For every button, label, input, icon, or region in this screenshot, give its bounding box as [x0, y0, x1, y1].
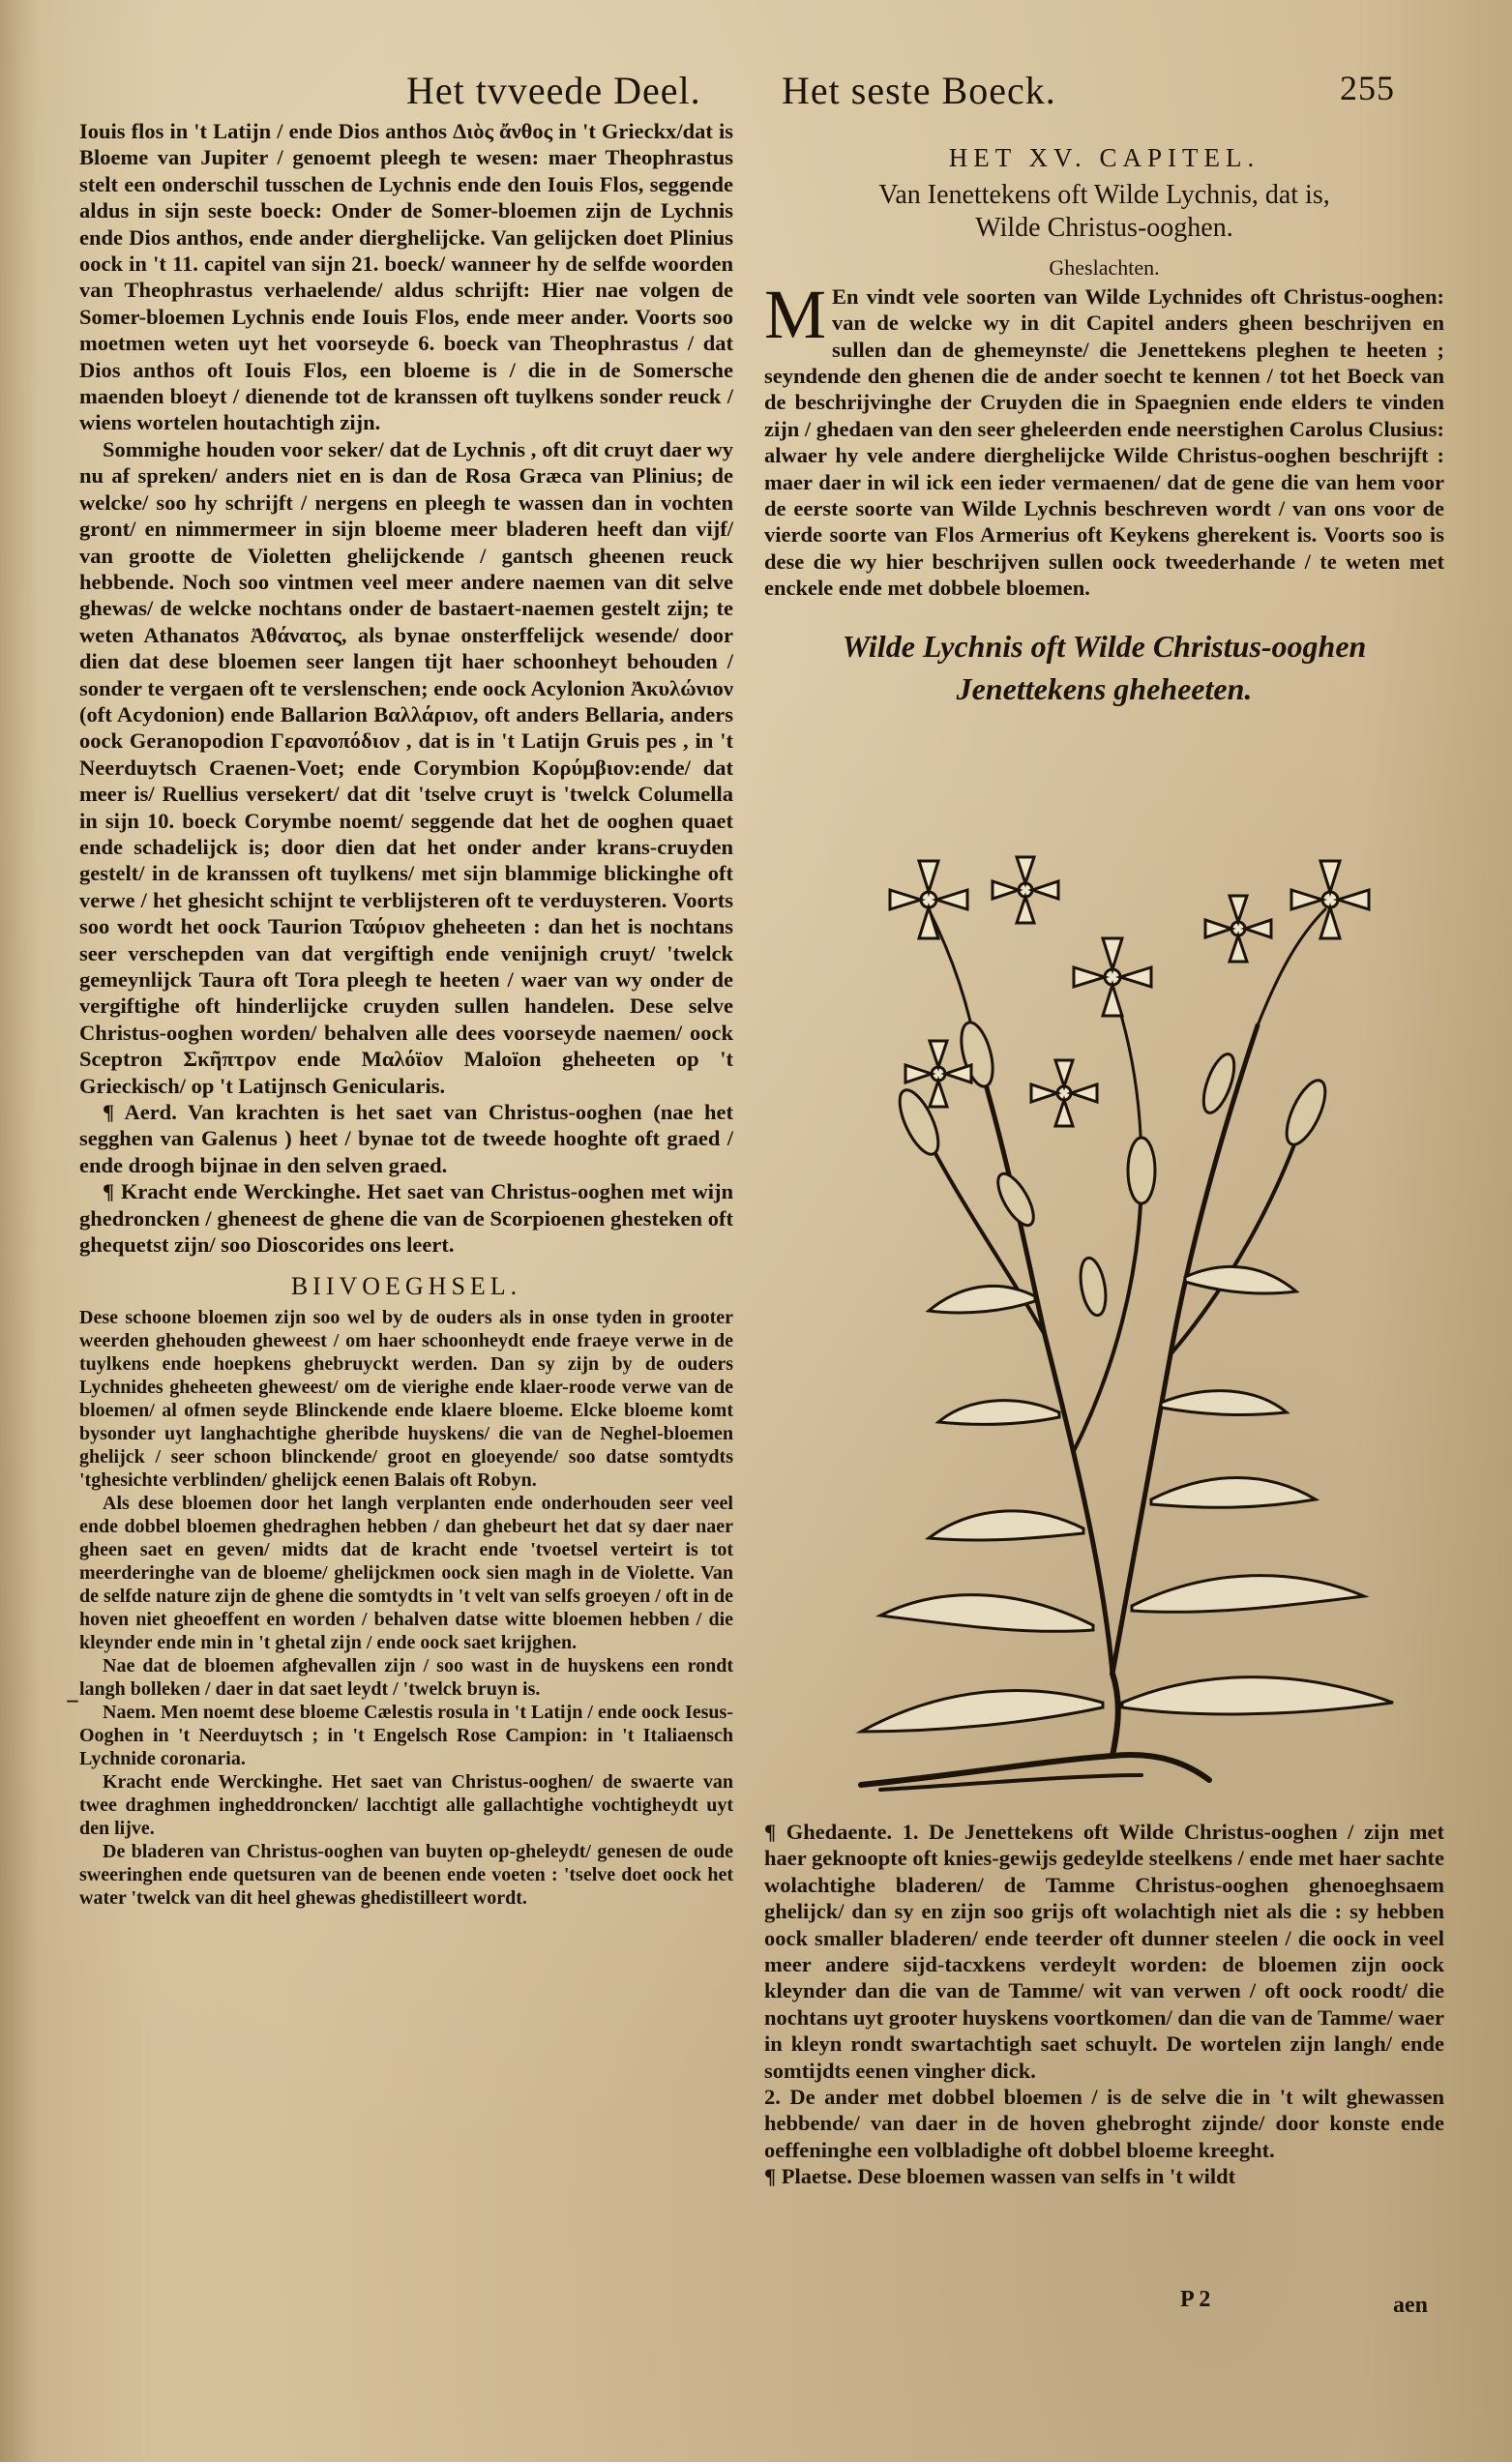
running-head-left: Het tvveede Deel. — [406, 69, 701, 112]
running-head-right: Het seste Boeck. — [782, 69, 1056, 112]
chapter-subtitle-line: Van Ienettekens oft Wilde Lychnis, dat is, — [878, 180, 1330, 211]
right-column — [764, 118, 1444, 710]
paragraph: Nae dat de bloemen afghevallen zijn / soo wast in de huyskens een rondt langh bolleken / daer in dat saet leydt / 'twelck bruyn is. — [79, 1654, 733, 1700]
chapter-subtitle-line: Wilde Christus-ooghen. — [975, 213, 1233, 244]
figure-caption-line: Jenettekens gheheeten. — [956, 670, 1253, 706]
paragraph: ¶ Kracht ende Werckinghe. Het saet van Christus-ooghen met wijn ghedroncken / gheneest de ghene die van de Scorpioenen ghesteken oft ghequetst zijn/ soo Dioscorides ons leert. — [79, 1179, 733, 1258]
paragraph: 2. De ander met dobbel bloemen / is de selve die in 't wilt ghewassen hebbende/ van daer in de hoven ghebroght zijnde/ door konste ende oeffeninghe een volbladighe oft dobbel bloeme kreeght. — [764, 2085, 1444, 2162]
paragraph: De bladeren van Christus-ooghen van buyten op-gheleydt/ genesen de oude sweeringhen ende quetsuren van de beenen ende voeten : 'tselve doet oock het water 'twelck van dit heel ghewas ghedistilleert wordt. — [79, 1840, 733, 1909]
section-label: Gheslachten. — [1049, 255, 1160, 281]
catchword: aen — [1393, 2293, 1428, 2318]
figure-caption-line: Wilde Lychnis oft Wilde Christus-ooghen — [842, 628, 1367, 664]
drop-cap: M — [764, 275, 827, 353]
paragraph: Dese schoone bloemen zijn soo wel by de ouders als in onse tyden in grooter weerden ghehouden gheweest / om haer schoonheydt ende fraeye verwe in de tuylkens ende hoepkens ghebruyckt werden. Dan sy zijn by de ouders Lychnides gheheeten gheweest/ om de vierighe ende klaer-roode verwe van de bloemen/ al ofmen seyde Blinckende ende klaere bloeme. Elcke bloeme komt bysonder uyt langhachtighe gheribde huyskens/ die van de Neghel-bloemen ghelijck / seer schoon blinckende/ groot en gloeyende/ soo datse somtydts 'tghesichte verblinden/ ghelijck eenen Balais oft Robyn. — [79, 1306, 733, 1491]
figure-caption — [764, 625, 1444, 710]
signature-mark: P 2 — [1180, 2287, 1211, 2312]
marginal-pointer-icon: – — [66, 1683, 79, 1715]
left-column — [79, 118, 733, 1910]
paragraph: ¶ Aerd. Van krachten is het saet van Christus-ooghen (nae het segghen van Galenus ) heet / bynae tot de tweede hooghte oft graed / ende droogh bijnae in den selven graed. — [79, 1100, 733, 1177]
paragraph: Iouis flos in 't Latijn / ende Dios anthos Διὸς ἄνθος in 't Grieckx/dat is Bloeme van Jupiter / genoemt pleegh te wesen: maer Theophrastus stelt een onderschil tusschen de Lychnis ende den Iouis Flos, seggende aldus in sijn seste boeck: Onder de Somer-bloemen zijn de Lychnis ende Dios anthos, ende ander dierghelijcke. Van gelijcken doet Plinius oock in 't 11. capitel van sijn 21. boeck/ wanneer hy de selfde woorden van Theophrastus verhaelende/ aldus schrijft: Hier nae volgen de Somer-bloemen Lychnis ende Iouis Flos, ende meer ander. Voorts soo moetmen weten uyt het voorseyde 6. boeck van Theophrastus / dat Dios anthos oft Iouis Flos, een bloeme is / die in de Somersche maenden bloeyt / dienende tot de kranssen oft tuylkens sonder reuck / wiens wortelen houtachtigh zijn. — [79, 119, 733, 435]
paragraph: En vindt vele soorten van Wilde Lychnides oft Christus-ooghen: van de welcke wy in dit Capitel anders gheen beschrijven en sullen dan de ghemeynste/ die Jenettekens pleghen te heeten ; seyndende den ghenen die de ander soecht te kennen / tot het Boeck van de beschrijvinghe der Cruyden die in Spaegnien ende elders te vinden zijn / ghedaen van den seer gheleerden ende neerstighen Carolus Clusius: alwaer hy vele andere dierghelijcke Wilde Christus-ooghen beschrijft : maer daer in wil ick een ieder vermaenen/ dat de gene die van hem voor de eerste soorte van Wilde Lychnis beschreven wordt / van ons voor de vierde soorte van Flos Armerius oft Keykens gherekent is. Voorts soo is dese die wy hier beschrijven sullen oock tweederhande / te weten met enckele ende met dobbele bloemen. — [764, 283, 1444, 601]
chapter-heading: HET XV. CAPITEL. — [948, 143, 1260, 172]
description-text — [764, 1819, 1444, 2190]
paragraph: Naem. Men noemt dese bloeme Cælestis rosula in 't Latijn / ende oock Iesus-Ooghen in 't Neerduytsch ; in 't Engelsch Rose Campion: in 't Italiaensch Lychnide coronaria. — [79, 1701, 733, 1769]
paragraph: Als dese bloemen door het langh verplanten ende onderhouden seer veel ende dobbel bloemen ghedraghen hebben / dan ghebeurt het dat sy daer naer gheen saet en geven/ midts dat de kracht ende 'tvoetsel verteirt is tot meerderinghe van de bloeme/ ghelijckmen oock sien magh in de Violette. Van de selfde nature zijn de ghene die somtydts in 't velt van selfs groeyen / oft in de hoven niet gheoeffent en worden / behalven datse witte bloemen hebben / die kleynder ende min in 't ghetal zijn / ende oock saet krijghen. — [79, 1492, 733, 1653]
paragraph: Kracht ende Werckinghe. Het saet van Christus-ooghen/ de swaerte van twee draghmen ingheddroncken/ lacchtigt alle gallachtighe vochtigheydt uyt den lijve. — [79, 1770, 733, 1839]
botanical-woodcut-icon — [822, 832, 1422, 1828]
page-number: 255 — [1340, 69, 1395, 107]
paragraph: ¶ Ghedaente. 1. De Jenettekens oft Wilde Christus-ooghen / zijn met haer geknoopte oft knies-gewijs gedeylde steelkens / ende met haer sachte wolachtighe bladeren/ de Tamme Christus-ooghen ghenoeghsaem ghelijck/ dan sy en zijn soo grijs oft wolachtigh niet als die : sy hebben oock smaller bladeren/ ende teerder oft dunner steelen / die oock in veel meer andere sijd-tacxkens verdeylt worden: de bloemen zijn oock kleynder dan die van de Tamme/ wit van verwen / oft oock roodt/ die nochtans uyt grooter huyskens voortkomen/ dan die van de Tamme/ waer in kleyn rondt swartachtigh saet schuylt. De wortelen zijn langh/ ende somtijdts eenen vingher dick. — [764, 1820, 1444, 2083]
paragraph: ¶ Plaetse. Dese bloemen wassen van selfs in 't wildt — [764, 2164, 1236, 2189]
chapter-subtitle — [764, 179, 1444, 245]
paragraph: Sommighe houden voor seker/ dat de Lychnis , oft dit cruyt daer wy nu af spreken/ anders niet en is dan de Rosa Græca van Plinius; de welcke/ soo hy schrijft / nergens en pleegh te wassen dan in vochten gront/ en nimmermeer in sijn bloeme meer bladeren heeft dan vijf/ van grootte de Violetten ghelijckende / gantsch gheenen reuck hebbende. Noch soo vintmen veel meer andere naemen van dit selve ghewas/ de welcke nochtans onder de bastaert-naemen gestelt zijn; te weten Athanatos Ἀθάνατος, als bynae onsterffelijck wesende/ door dien dat dese bloemen seer langen tijt haer schoonheyt behouden / sonder te vergaen oft te verslenschen; ende oock Acylonion Ἀκυλώνιον (oft Acydonion) ende Ballarion Βαλλάριον, oft anders Bellaria, anders oock Geranopodion Γερανοπόδιον , dat is in 't Latijn Gruis pes , in 't Neerduytsch Craenen-Voet; ende Corymbion Κορύμβιον:ende/ dat meer is/ Ruellius versekert/ dat dit 'tselve cruyt is 'twelck Columella in sijn 10. boeck Corymbe noemt/ seggende dat het de ooghen quaet ende schadelijck is; door dien dat het onder ander krans-cruyden gestelt/ in de kranssen oft tuylkens/ met sijn blammige blickinghe oft verwe / het ghesicht schijnt te verblijsteren oft te verduysteren. Voorts soo wordt het oock Taurion Ταύριον gheheeten : dan het is nochtans seer verschepden van dat vergiftigh ende venijnigh cruyt/ 'twelck gemeynlijck Taura oft Tora pleegh te heeten / waer van wy onder de vergiftighe oft hinderlijcke cruyden sullen handelen. Dese selve Christus-ooghen worden/ behalven alle dees voorseyde naemen/ oock Sceptron Σκῆπτρον ende Μαλόϊον Maloïon gheheeten op 't Grieckisch/ op 't Latijnsch Genicularis. — [79, 436, 733, 1098]
bijvoeghsel-heading: BIIVOEGHSEL. — [290, 1272, 522, 1301]
